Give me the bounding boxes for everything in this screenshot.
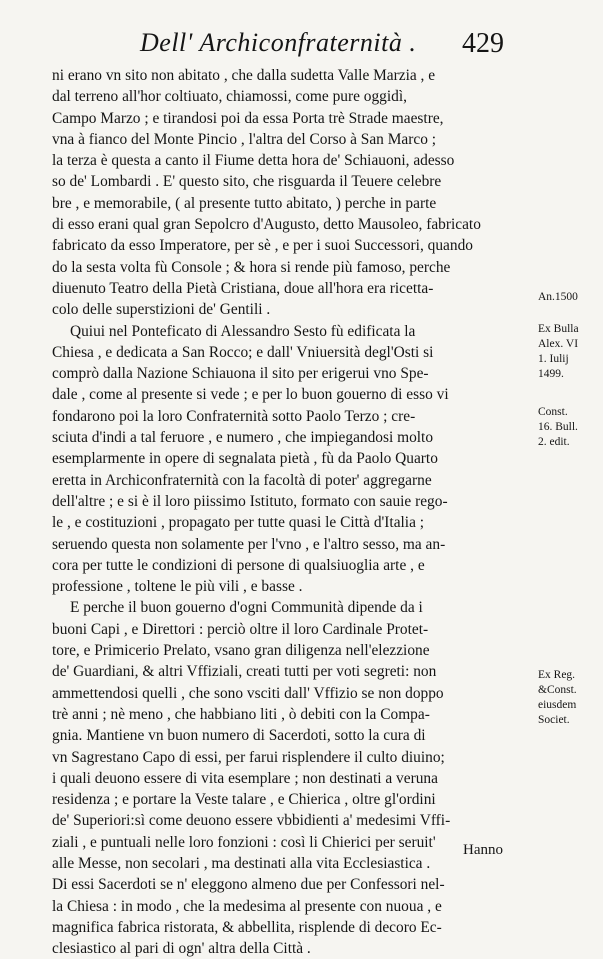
text-line: alle Messe, non secolari , ma destinati alla vita Ecclesiastica . [52,854,431,872]
catchword: Hanno [463,842,503,858]
text-line: cora per tutte le condizioni di persone di qualsiuoglia arte , e [52,556,425,574]
text-line: ni erano vn sito non abitato , che dalla sudetta Valle Marzia , e [52,67,436,84]
margin-note-reg [538,668,600,728]
text-line: eretta in Archiconfraternità con la facoltà di poter' aggregarne [52,471,432,489]
text-line: tore, e Primicerio Prelato, vsano gran diligenza nell'elezzione [52,642,430,660]
text-line: do la sesta volta fù Console ; & hora si rende più famoso, perche [52,258,451,276]
margin-note-line: Const. [538,406,568,418]
margin-note-const [538,405,600,450]
text-line: Quiui nel Ponteficato di Alessandro Sesto fù edificata la [70,322,416,340]
text-line: Chiesa , e dedicata a San Rocco; e dall' Vniuersità degl'Osti si [52,343,434,361]
text-line: esemplarmente in opere di segnalata pietà , fù da Paolo Quarto [52,450,438,468]
margin-note-line: &Const. [538,684,577,696]
text-line: buoni Capi , e Direttori : perciò oltre il loro Cardinale Protet- [52,620,429,638]
text-line: bre , e memorabile, ( al presente tutto abitato, ) perche in parte [52,194,437,212]
text-line: clesiastico al pari di ogn' altra della Città . [52,940,311,958]
text-line: E perche il buon gouerno d'ogni Communità dipende da i [70,599,423,617]
text-line: dell'altre ; e si è il loro piissimo Istituto, formato con sauie rego- [52,492,448,510]
text-line: trè anni ; nè meno , che habbiano liti , ò debiti con la Compa- [52,705,430,723]
text-line: la terza è questa a canto il Fiume detta hora de' Schiauoni, adesso [52,152,455,170]
text-line: professione , toltene le più vili , e basse . [52,578,303,596]
margin-note-line: An.1500 [538,291,578,303]
text-line: gnia. Mantiene vn buon numero di Sacerdoti, sotto la cura di [52,727,426,745]
margin-note-line: Alex. VI [538,338,579,350]
text-line: le , e costituzioni , propagato per tutte quasi le Città d'Italia ; [52,514,425,532]
margin-note-line: 16. Bull. [538,421,578,433]
body-text [52,65,534,959]
margin-note-bulla [538,322,600,382]
margin-note-year [538,290,600,305]
running-title: Dell' Archiconfraternità . [140,28,417,57]
text-line: de' Superiori:sì come deuono essere vbbidienti a' medesimi Vffi- [52,812,451,830]
text-line: sciuta d'indi a tal feruore , e numero , che impiegandosi molto [52,429,434,447]
margin-note-line: 1. Iulij [538,353,569,365]
text-line: dal terreno all'hor coltiuato, chiamossi, come pure oggidì, [52,88,407,106]
text-line: colo delle superstizioni de' Gentili . [52,301,271,319]
margin-note-line: Ex Reg. [538,669,576,681]
text-line: diuenuto Teatro della Pietà Cristiana, doue all'hora era ricetta- [52,279,434,297]
paragraph-1 [52,65,534,321]
margin-note-line: eiusdem [538,699,577,711]
text-line: magnifica fabrica ristorata, & abbellita, risplende di decoro Ec- [52,918,442,936]
text-line: di esso erani qual gran Sepolcro d'Augusto, detto Mausoleo, fabricato [52,216,481,234]
text-line: fondarono poi la loro Confraternità sotto Paolo Terzo ; cre- [52,407,416,425]
text-line: la Chiesa : in modo , che la medesima al presente con nuoua , e [52,897,442,915]
paragraph-3 [52,597,534,959]
text-line: comprò dalla Nazione Schiauona il sito per erigerui vno Spe- [52,365,429,383]
text-line: de' Guardiani, & altri Vffiziali, creati tutti per voti segreti: non [52,663,437,681]
text-line: Campo Marzo ; e tirandosi poi da essa Porta trè Strade maestre, [52,109,444,127]
margin-note-line: Ex Bulla [538,323,579,335]
text-line: vn Sagrestano Capo di essi, per farui risplendere il culto diuino; [52,748,445,766]
text-line: seruendo questa non solamente per l'vno , e l'altro sesso, ma an- [52,535,446,553]
text-line: fabricato da esso Imperatore, per sè , e per i suoi Successori, quando [52,237,473,255]
text-line: ziali , e puntuali nelle loro fonzioni : così li Chierici per seruit' [52,833,436,851]
margin-note-line: Societ. [538,714,570,726]
page-number: 429 [462,28,504,59]
text-line: residenza ; e portare la Veste talare , e Chierica , oltre gl'ordini [52,791,436,809]
text-line: so de' Lombardi . E' questo sito, che risguarda il Teuere celebre [52,173,442,191]
text-line: dale , come al presente si vede ; e per lo buon gouerno di esso vi [52,386,449,404]
text-line: vna à fianco del Monte Pincio , l'altra del Corso à San Marco ; [52,130,437,148]
margin-note-line: 2. edit. [538,436,570,448]
text-line: ammettendosi quelli , che sono vsciti dall' Vffizio se non doppo [52,684,444,702]
margin-note-line: 1499. [538,368,564,380]
paragraph-2 [52,321,534,598]
text-line: Di essi Sacerdoti se n' eleggono almeno due per Confessori nel- [52,876,445,894]
text-line: i quali deuono essere di vita esemplare ; non destinati a veruna [52,769,438,787]
